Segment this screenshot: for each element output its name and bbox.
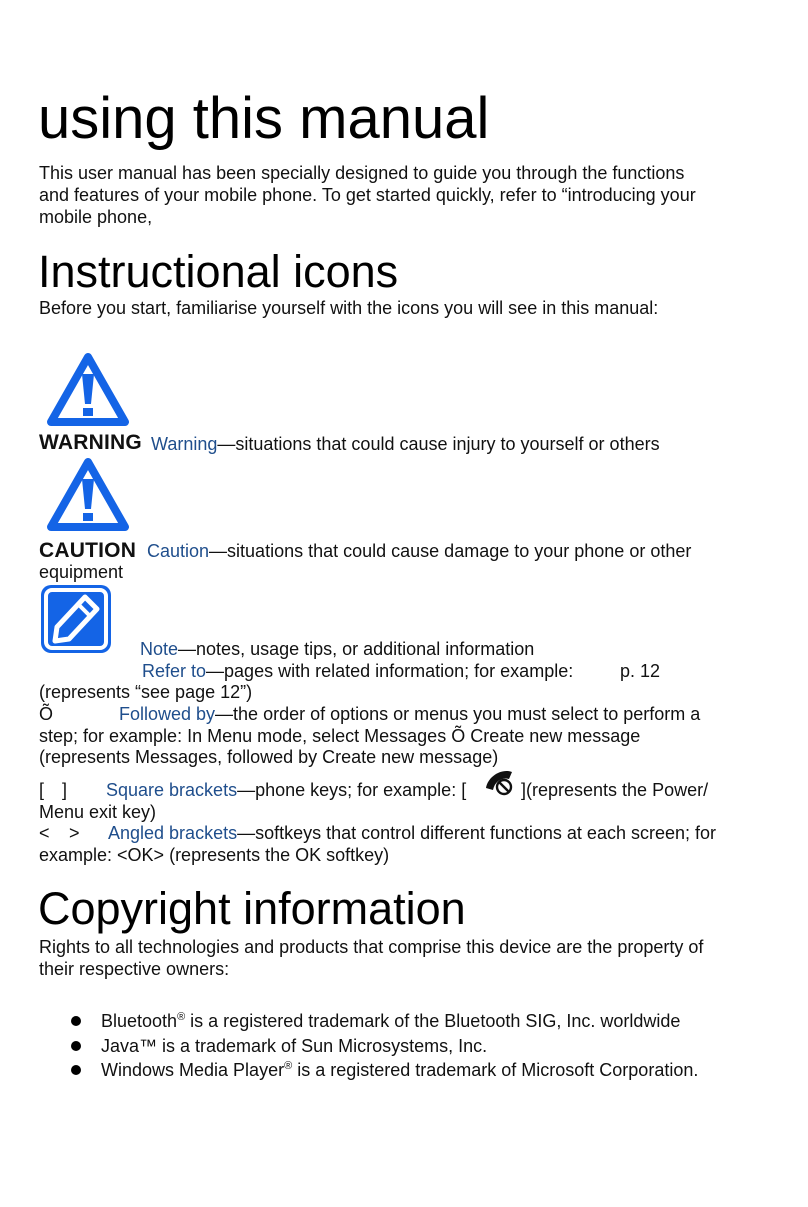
caution-text-2: equipment bbox=[39, 562, 124, 582]
warning-label: WARNING bbox=[39, 431, 142, 454]
intro-line-3: mobile phone, bbox=[39, 207, 153, 227]
bullet-dot bbox=[71, 1065, 81, 1075]
refer-text-2: (represents “see page 12”) bbox=[39, 682, 253, 702]
copyright-line-2: their respective owners: bbox=[39, 959, 230, 979]
intro-line-2: and features of your mobile phone. To get started quickly, refer to “introducing your bbox=[39, 185, 696, 205]
angled-close-symbol: > bbox=[69, 823, 80, 843]
warning-text: —situations that could cause injury to yourself or others bbox=[217, 434, 660, 454]
instructional-heading: Instructional icons bbox=[38, 246, 399, 297]
bullet-dot bbox=[71, 1016, 81, 1026]
angled-text-2: example: <OK> (represents the OK softkey) bbox=[39, 845, 390, 865]
note-term: Note bbox=[140, 639, 179, 659]
caution-description bbox=[147, 541, 691, 563]
caution-text: —situations that could cause damage to your phone or other bbox=[209, 541, 692, 561]
square-term: Square brackets bbox=[106, 780, 238, 800]
registered-mark: ® bbox=[177, 1011, 186, 1023]
refer-description bbox=[142, 661, 573, 683]
list-item-text: Bluetooth bbox=[101, 1011, 178, 1031]
square-description bbox=[106, 780, 466, 802]
angled-term: Angled brackets bbox=[108, 823, 238, 843]
power-end-key-icon bbox=[482, 766, 518, 798]
bullet-dot bbox=[71, 1041, 81, 1051]
caution-label: CAUTION bbox=[39, 539, 137, 562]
square-text-2: Menu exit key) bbox=[39, 802, 157, 822]
refer-text: —pages with related information; for example: bbox=[206, 661, 574, 681]
instructional-lead: Before you start, familiarise yourself with the icons you will see in this manual: bbox=[39, 298, 659, 318]
warning-icon bbox=[45, 352, 131, 428]
list-item-text: is a registered trademark of the Bluetooth SIG, Inc. worldwide bbox=[185, 1011, 681, 1031]
refer-page: p. 12 bbox=[620, 661, 661, 681]
note-icon bbox=[39, 583, 113, 655]
copyright-line-1: Rights to all technologies and products that comprise this device are the property of bbox=[39, 937, 704, 957]
warning-term: Warning bbox=[151, 434, 218, 454]
note-description bbox=[140, 639, 534, 661]
list-item-text: Windows Media Player bbox=[101, 1060, 285, 1080]
angled-description bbox=[108, 823, 716, 845]
refer-term: Refer to bbox=[142, 661, 207, 681]
list-item bbox=[101, 1011, 680, 1033]
square-open-symbol: [ bbox=[39, 780, 45, 800]
caution-term: Caution bbox=[147, 541, 210, 561]
caution-icon bbox=[45, 457, 131, 533]
square-text-after: ](represents the Power/ bbox=[521, 780, 709, 800]
followed-text-3: (represents Messages, followed by Create new message) bbox=[39, 747, 499, 767]
registered-mark: ® bbox=[284, 1060, 293, 1072]
page-title: using this manual bbox=[38, 86, 490, 151]
note-text: —notes, usage tips, or additional information bbox=[178, 639, 535, 659]
angled-open-symbol: < bbox=[39, 823, 50, 843]
list-item bbox=[101, 1060, 698, 1082]
followed-text-2: step; for example: In Menu mode, select Messages Õ Create new message bbox=[39, 726, 641, 746]
followed-description bbox=[119, 704, 700, 726]
warning-description bbox=[151, 434, 660, 456]
intro-line-1: This user manual has been specially designed to guide you through the functions bbox=[39, 163, 685, 183]
square-text: —phone keys; for example: [ bbox=[237, 780, 467, 800]
followed-text: —the order of options or menus you must select to perform a bbox=[215, 704, 701, 724]
followed-term: Followed by bbox=[119, 704, 216, 724]
list-item-text: Java™ is a trademark of Sun Microsystems, Inc. bbox=[101, 1036, 488, 1056]
followed-symbol: Õ bbox=[39, 704, 54, 724]
square-close-symbol: ] bbox=[62, 780, 68, 800]
list-item bbox=[101, 1036, 487, 1058]
angled-text: —softkeys that control different functions at each screen; for bbox=[237, 823, 716, 843]
copyright-heading: Copyright information bbox=[38, 883, 466, 934]
list-item-text: is a registered trademark of Microsoft Corporation. bbox=[292, 1060, 699, 1080]
